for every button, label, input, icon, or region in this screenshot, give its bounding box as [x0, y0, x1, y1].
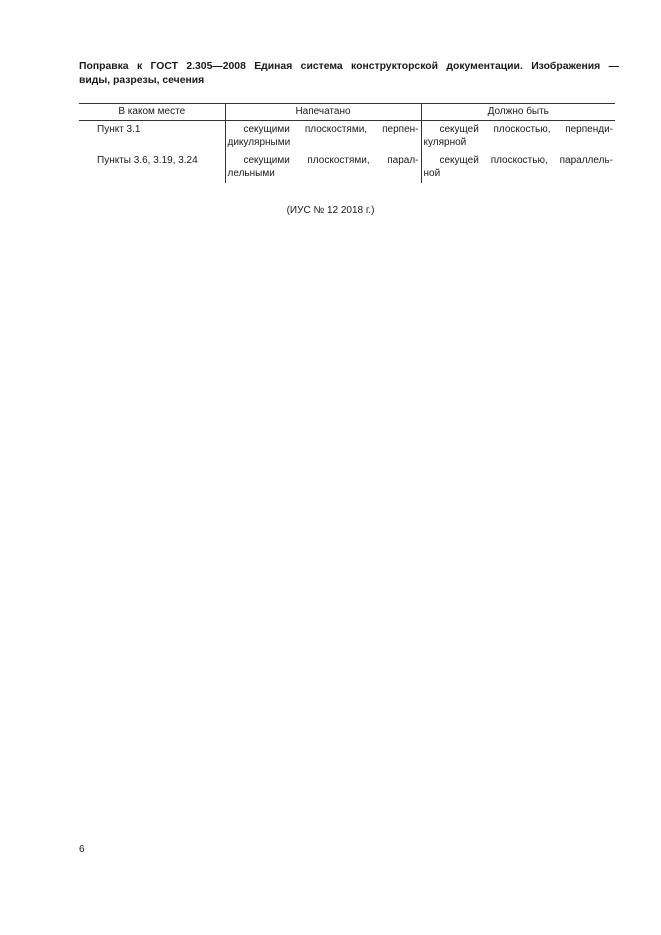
row-should-be-line-2: ной — [423, 167, 441, 179]
row-printed — [225, 152, 421, 183]
row-place: Пункты 3.6, 3.19, 3.24 — [97, 155, 198, 166]
header-should-be: Должно быть — [421, 104, 615, 121]
row-should-be — [421, 152, 615, 183]
row-place: Пункт 3.1 — [97, 124, 141, 135]
header-printed: Напечатано — [225, 104, 421, 121]
row-printed — [225, 121, 421, 153]
table-header-row — [79, 104, 615, 121]
row-printed-line-1: секущими плоскостями, парал- — [243, 155, 419, 166]
row-printed-line-2: лельными — [227, 167, 275, 179]
source-reference: (ИУС № 12 2018 г.) — [286, 205, 375, 216]
table-row — [79, 121, 615, 153]
row-printed-line-2: дикулярными — [227, 136, 291, 148]
correction-table — [79, 103, 615, 183]
row-should-be-line-2: кулярной — [423, 136, 467, 148]
row-should-be-line-1: секущей плоскостью, перпенди- — [439, 124, 613, 135]
document-title — [79, 60, 619, 87]
table-row — [79, 152, 615, 183]
row-printed-line-1: секущими плоскостями, перпен- — [243, 124, 419, 135]
row-should-be — [421, 121, 615, 153]
page-number: 6 — [79, 844, 85, 855]
document-title-line-1: Поправка к ГОСТ 2.305—2008 Единая система конструкторской документации. Изображения — — [79, 61, 619, 72]
document-title-line-2: виды, разрезы, сечения — [79, 74, 205, 86]
header-place: В каком месте — [79, 104, 225, 121]
row-should-be-line-1: секущей плоскостью, параллель- — [439, 155, 613, 166]
